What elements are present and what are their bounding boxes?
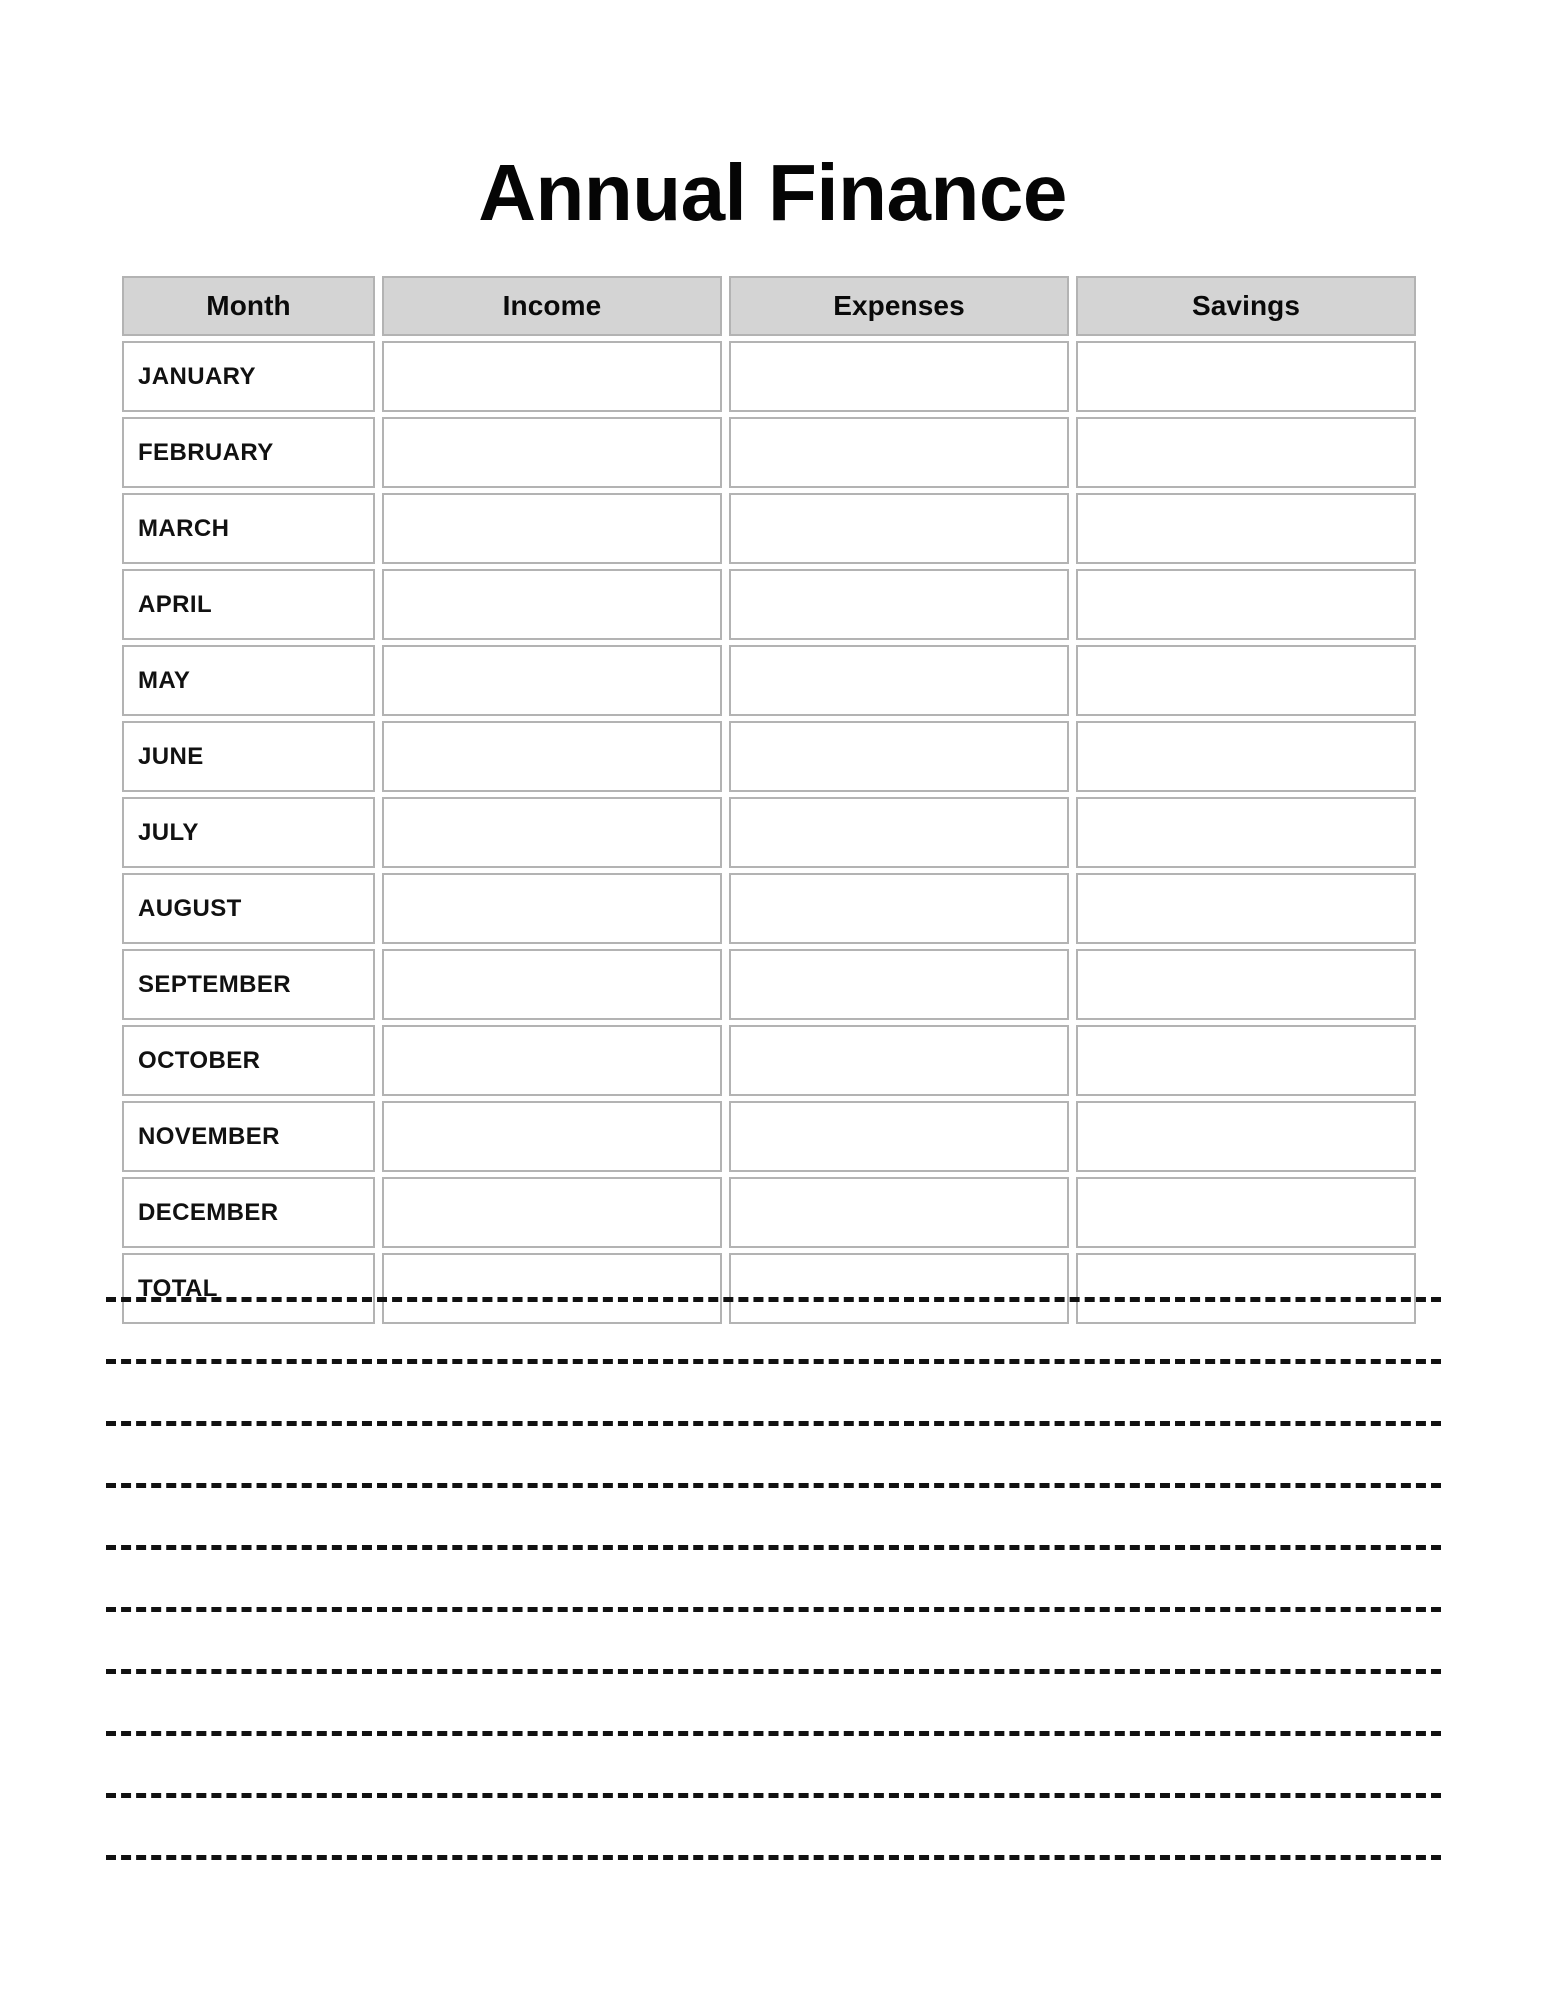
notes-line[interactable] — [106, 1297, 1441, 1302]
row-label-cell — [122, 1101, 375, 1172]
column-header-month — [122, 276, 375, 336]
row-label-cell — [122, 645, 375, 716]
row-label-cell — [122, 341, 375, 412]
row-label-cell — [122, 721, 375, 792]
income-entry-cell[interactable] — [382, 873, 722, 944]
notes-line[interactable] — [106, 1793, 1441, 1798]
page-title: Annual Finance — [478, 147, 1067, 237]
column-header-expenses-label: Expenses — [833, 290, 965, 321]
table-row — [122, 493, 1435, 564]
income-entry-cell[interactable] — [382, 1025, 722, 1096]
column-header-month-label: Month — [206, 290, 291, 321]
table-row — [122, 873, 1435, 944]
column-header-income — [382, 276, 722, 336]
income-entry-cell[interactable] — [382, 721, 722, 792]
row-label: FEBRUARY — [138, 438, 274, 466]
row-label-cell — [122, 493, 375, 564]
income-entry-cell[interactable] — [382, 1177, 722, 1248]
table-row — [122, 1177, 1435, 1248]
row-label: OCTOBER — [138, 1046, 261, 1074]
savings-entry-cell[interactable] — [1076, 1177, 1416, 1248]
expenses-entry-cell[interactable] — [729, 1101, 1069, 1172]
table-row — [122, 569, 1435, 640]
savings-entry-cell[interactable] — [1076, 645, 1416, 716]
savings-entry-cell[interactable] — [1076, 569, 1416, 640]
expenses-entry-cell[interactable] — [729, 949, 1069, 1020]
table-row — [122, 721, 1435, 792]
expenses-entry-cell[interactable] — [729, 873, 1069, 944]
row-label: DECEMBER — [138, 1198, 279, 1226]
row-label-cell — [122, 797, 375, 868]
table-row — [122, 949, 1435, 1020]
row-label-cell — [122, 569, 375, 640]
row-label: AUGUST — [138, 894, 242, 922]
row-label-cell — [122, 873, 375, 944]
notes-line[interactable] — [106, 1855, 1441, 1860]
savings-entry-cell[interactable] — [1076, 949, 1416, 1020]
expenses-entry-cell[interactable] — [729, 341, 1069, 412]
row-label: NOVEMBER — [138, 1122, 280, 1150]
table-row — [122, 645, 1435, 716]
column-header-income-label: Income — [502, 290, 602, 321]
annual-finance-table — [122, 276, 1435, 1324]
income-entry-cell[interactable] — [382, 1101, 722, 1172]
income-entry-cell[interactable] — [382, 797, 722, 868]
savings-entry-cell[interactable] — [1076, 1101, 1416, 1172]
expenses-entry-cell[interactable] — [729, 417, 1069, 488]
table-row — [122, 1101, 1435, 1172]
expenses-entry-cell[interactable] — [729, 1025, 1069, 1096]
savings-entry-cell[interactable] — [1076, 417, 1416, 488]
row-label: JUNE — [138, 742, 204, 770]
savings-entry-cell[interactable] — [1076, 1025, 1416, 1096]
savings-entry-cell[interactable] — [1076, 873, 1416, 944]
column-header-expenses — [729, 276, 1069, 336]
expenses-entry-cell[interactable] — [729, 1177, 1069, 1248]
row-label: TOTAL — [138, 1274, 218, 1302]
notes-line[interactable] — [106, 1483, 1441, 1488]
row-label: SEPTEMBER — [138, 970, 291, 998]
table-header-row — [122, 276, 1435, 336]
row-label: JANUARY — [138, 362, 256, 390]
expenses-entry-cell[interactable] — [729, 493, 1069, 564]
notes-line[interactable] — [106, 1607, 1441, 1612]
notes-line[interactable] — [106, 1731, 1441, 1736]
savings-entry-cell[interactable] — [1076, 341, 1416, 412]
savings-entry-cell[interactable] — [1076, 493, 1416, 564]
savings-entry-cell[interactable] — [1076, 721, 1416, 792]
income-entry-cell[interactable] — [382, 341, 722, 412]
income-entry-cell[interactable] — [382, 569, 722, 640]
notes-line[interactable] — [106, 1421, 1441, 1426]
expenses-entry-cell[interactable] — [729, 797, 1069, 868]
table-row — [122, 417, 1435, 488]
row-label-cell — [122, 1177, 375, 1248]
table-row — [122, 341, 1435, 412]
column-header-savings — [1076, 276, 1416, 336]
notes-lines-area — [106, 1297, 1441, 1860]
notes-line[interactable] — [106, 1359, 1441, 1364]
row-label-cell — [122, 1025, 375, 1096]
expenses-entry-cell[interactable] — [729, 569, 1069, 640]
income-entry-cell[interactable] — [382, 949, 722, 1020]
expenses-entry-cell[interactable] — [729, 645, 1069, 716]
income-entry-cell[interactable] — [382, 493, 722, 564]
table-row — [122, 1025, 1435, 1096]
savings-entry-cell[interactable] — [1076, 797, 1416, 868]
expenses-entry-cell[interactable] — [729, 721, 1069, 792]
row-label-cell — [122, 949, 375, 1020]
row-label: MARCH — [138, 514, 230, 542]
income-entry-cell[interactable] — [382, 417, 722, 488]
column-header-savings-label: Savings — [1191, 290, 1301, 321]
income-entry-cell[interactable] — [382, 645, 722, 716]
row-label: JULY — [138, 818, 199, 846]
notes-line[interactable] — [106, 1545, 1441, 1550]
row-label: APRIL — [138, 590, 212, 618]
notes-line[interactable] — [106, 1669, 1441, 1674]
row-label: MAY — [138, 666, 191, 694]
row-label-cell — [122, 417, 375, 488]
table-row — [122, 797, 1435, 868]
